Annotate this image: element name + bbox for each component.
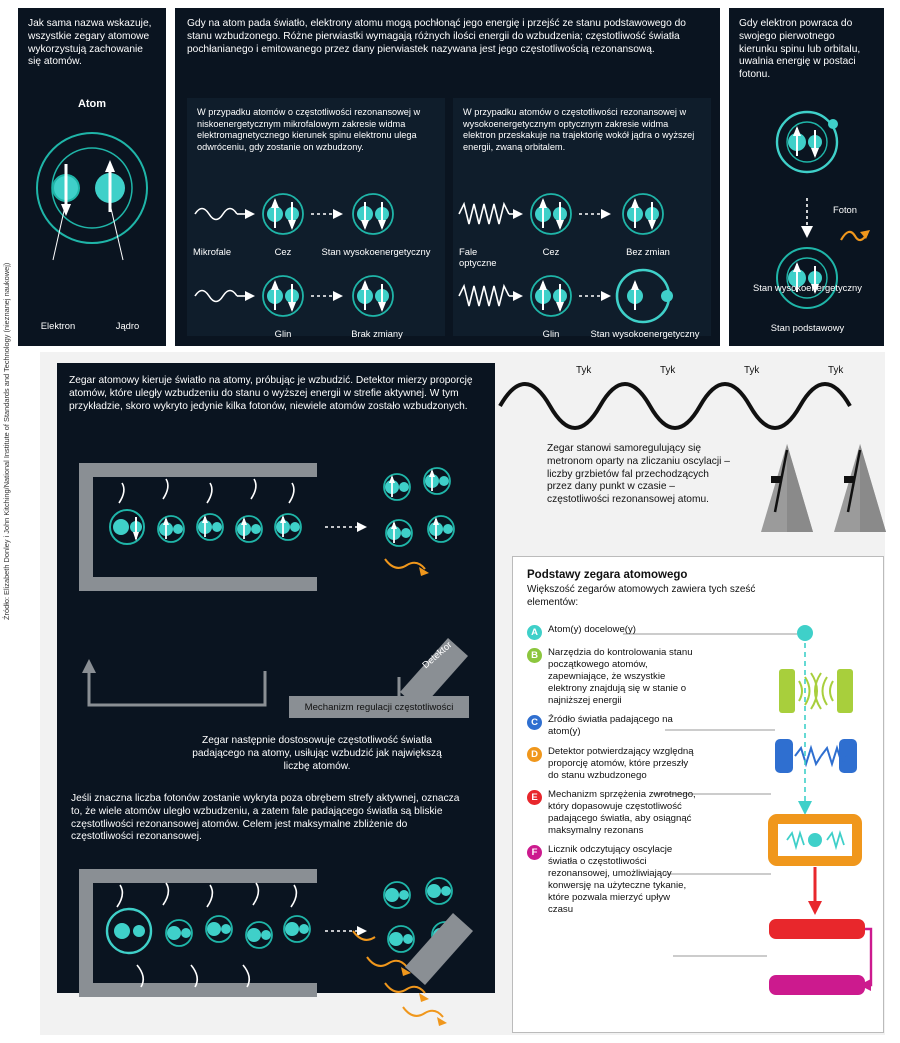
tick-label-3: Tyk bbox=[744, 365, 760, 376]
photon-diagram bbox=[729, 108, 884, 338]
badge-c: C bbox=[527, 715, 542, 730]
panel-photon-emission bbox=[729, 8, 884, 346]
panel-atom bbox=[18, 8, 166, 346]
label-high-energy-state: Stan wysokoenergetyczny bbox=[753, 282, 862, 293]
legend-text-f: Licznik odczytujący oscylacje światła o częstotliwości rezonansowej, umożliwiający konwersję na użyteczne tykanie, które pozwala mierzyć upływ czasu bbox=[548, 844, 687, 916]
legend-item-a bbox=[527, 624, 697, 640]
label-nochange-micro: Brak zmiany bbox=[351, 328, 403, 339]
legend-text-e: Mechanizm sprzężenia zwrotnego, który dopasowuje częstotliwość padającego światła, aby osiągnąć maksymalny rezonans bbox=[548, 788, 696, 837]
basics-title: Podstawy zegara atomowego bbox=[527, 569, 688, 581]
clock-lower-text: Jeśli znaczna liczba fotonów zostanie wykryta poza obrębem strefy aktywnej, oznacza to, że wiele atomów uległo wzbudzeniu, a zatem fale padającego światła są bliskie częstotliwości rezonansowej atomów. Celem jest maksymalne zbliżenie do częstotliwości rezonansowej. bbox=[71, 793, 460, 843]
tick-label-4: Tyk bbox=[828, 365, 844, 376]
legend-item-b bbox=[527, 647, 697, 707]
panel-clock-basics bbox=[512, 556, 884, 1033]
label-nucleus: Jądro bbox=[115, 320, 140, 331]
label-ground-state: Stan podstawowy bbox=[770, 322, 845, 333]
basics-subtitle: Większość zegarów atomowych zawiera tych sześć elementów: bbox=[527, 584, 756, 608]
badge-b: B bbox=[527, 648, 542, 663]
subpanel-optical-text: W przypadku atomów o częstotliwości rezonansowej w wysokoenergetycznym optycznym zakresie widma elektron przeskakuje na trajektorię wokół jądra o wyższej energii, zwaną orbitalem. bbox=[463, 107, 695, 152]
detector-bar-2 bbox=[387, 883, 497, 993]
badge-a: A bbox=[527, 625, 542, 640]
label-nochange-optical: Bez zmian bbox=[626, 246, 670, 257]
label-cesium-optical: Cez bbox=[542, 246, 560, 257]
subpanel-microwave-text: W przypadku atomów o częstotliwości rezonansowej w niskoenergetycznym mikrofalowym zakresie widma elektromagnetycznego kierunek spinu elektronu ulega odwróceniu, gdy zostanie on wzbudzony. bbox=[197, 107, 421, 152]
source-credit: Źródło: Elizabeth Donley i John Kitching/National Institute of Standards and Technology (nieznanej naukowej) bbox=[2, 262, 11, 620]
label-microwave: Mikrofale bbox=[193, 246, 232, 257]
label-photon: Foton bbox=[833, 204, 857, 215]
panel-light-excitation bbox=[175, 8, 720, 346]
legend-item-c bbox=[527, 714, 697, 738]
legend-item-f bbox=[527, 844, 697, 916]
atom-diagram bbox=[18, 120, 166, 310]
metronome-icon-2 bbox=[828, 440, 892, 540]
metronome-icon-1 bbox=[755, 440, 819, 540]
subpanel-microwave bbox=[187, 98, 445, 339]
subpanel-optical bbox=[453, 98, 711, 339]
panel-light-intro: Gdy na atom pada światło, elektrony atomu mogą pochłonąć jego energię i przejść ze stanu podstawowego do stanu wzbudzonego. Różne pierwiastki wymagają różnych ilości energii do wzbudzenia; częstotliwość światła pochłanianego i emitowanego przez dany pierwiastek nazywana jest jego częstotliwością rezonansową. bbox=[187, 18, 686, 55]
clock-mid-text: Zegar następnie dostosowuje częstotliwość światła padającego na atomy, usiłując wzbudzić jak największą liczbę atomów. bbox=[192, 735, 442, 772]
label-optical-waves: Fale optyczne bbox=[459, 246, 497, 268]
legend-text-b: Narzędzia do kontrolowania stanu początkowego atomów, zapewniające, że wszystkie elektrony znajdują się w stanie o najniższej energii bbox=[548, 647, 693, 707]
panel-atom-intro: Jak sama nazwa wskazuje, wszystkie zegary atomowe wykorzystują zachowanie się atomów. bbox=[28, 18, 152, 68]
legend-item-d bbox=[527, 746, 697, 782]
badge-f: F bbox=[527, 845, 542, 860]
label-high-energy-micro: Stan wysokoenergetyczny bbox=[321, 246, 431, 257]
panel-clock-mechanism bbox=[57, 363, 495, 993]
legend-text-a: Atom(y) docelowe(y) bbox=[548, 624, 636, 635]
label-aluminium-optical: Glin bbox=[542, 328, 560, 339]
clock-schematic bbox=[695, 619, 875, 1009]
label-cesium-micro: Cez bbox=[274, 246, 292, 257]
tick-description: Zegar stanowi samoregulujący się metronom oparty na zliczaniu oscylacji – liczby grzbietów fal przechodzących przez dany punkt w czasie – częstotliwości rezonansowej atomu. bbox=[547, 443, 730, 505]
label-high-energy-optical: Stan wysokoenergetyczny bbox=[590, 328, 700, 339]
clock-intro-text: Zegar atomowy kieruje światło na atomy, próbując je wzbudzić. Detektor mierzy proporcję atomów, które uległy wzbudzeniu do stanu o wyższej energii w strefie aktywnej. W tym przykładzie, skoro wykryto jedynie kilka fotonów, niewiele atomów zostało wzbudzonych. bbox=[69, 375, 473, 412]
microwave-diagram bbox=[187, 186, 445, 336]
label-aluminium-micro: Glin bbox=[274, 328, 292, 339]
legend-text-c: Źródło światła padającego na atom(y) bbox=[548, 714, 673, 738]
detector-label: Detektor bbox=[419, 638, 454, 671]
badge-e: E bbox=[527, 790, 542, 805]
panel-atom-title: Atom bbox=[77, 98, 107, 110]
label-electron: Elektron bbox=[40, 320, 76, 331]
legend-item-e bbox=[527, 789, 697, 837]
legend-text-d: Detektor potwierdzający względną proporcję atomów, które przeszły do stanu wzbudzonego bbox=[548, 745, 694, 781]
panel-return-intro: Gdy elektron powraca do swojego pierwotnego kierunku spinu lub orbitalu, uwalnia energię w postaci fotonu. bbox=[739, 18, 861, 80]
frequency-regulation-box: Mechanizm regulacji częstotliwości bbox=[289, 696, 469, 718]
upper-chamber-diagram bbox=[67, 455, 487, 630]
tick-label-2: Tyk bbox=[660, 365, 676, 376]
tick-label-1: Tyk bbox=[576, 365, 592, 376]
badge-d: D bbox=[527, 747, 542, 762]
